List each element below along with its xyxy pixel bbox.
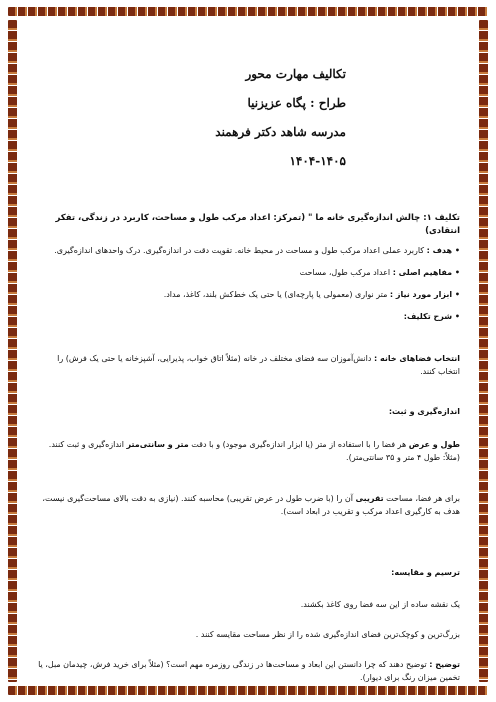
area-text-1: برای هر فضا، مساحت: [386, 494, 460, 503]
area-text-2: آن را (با ضرب طول در عرض تقریبی) محاسبه کنند. (نیازی به دقت بالای مساحت‌گیری نیست، هدف به کارگیری اعداد مرکب و تقریب در ابعاد است).: [42, 494, 460, 516]
goal-text: کاربرد عملی اعداد مرکب طول و مساحت در محیط خانه. تقویت دقت در اندازه‌گیری. درک واحدهای اندازه‌گیری.: [54, 246, 425, 255]
explain-label: توضیح :: [429, 660, 460, 669]
bullet-description: [34, 310, 460, 323]
explain-paragraph: [34, 658, 460, 684]
bullet-concepts: [34, 266, 460, 279]
decorative-border-left: [8, 20, 17, 682]
area-bold: تقریبی: [355, 494, 384, 503]
bullet-list: [34, 244, 460, 332]
decorative-border-right: [479, 20, 488, 682]
bullet-goal: [34, 244, 460, 257]
area-paragraph: [34, 492, 460, 518]
concepts-label: • مفاهیم اصلی :: [392, 268, 460, 277]
concepts-text: اعداد مرکب طول، مساحت: [299, 268, 391, 277]
task-title: تکلیف ۱: چالش اندازه‌گیری خانه ما " (تمرکز: اعداد مرکب طول و مساحت، کاربرد در زندگی، تفکر انتقادی): [55, 213, 460, 236]
explain-text: توضیح دهند که چرا دانستن این ابعاد و مساحت‌ها در زندگی روزمره مهم است؟ (مثلاً برای خرید فرش، چیدمان مبل، یا تخمین میزان رنگ برای دیوار).: [38, 660, 460, 682]
draw-paragraph-1: یک نقشه ساده از این سه فضا روی کاغذ بکشند.: [300, 600, 460, 609]
measure-paragraph: [34, 438, 460, 464]
measure-heading: اندازه‌گیری و ثبت:: [388, 407, 460, 416]
select-label: انتخاب فضاهای خانه :: [373, 354, 460, 363]
description-label: • شرح تکلیف:: [403, 312, 460, 321]
document-title: تکالیف مهارت محور: [245, 67, 346, 81]
select-text: دانش‌آموزان سه فضای مختلف در خانه (مثلاً اتاق خواب، پذیرایی، آشپزخانه یا حتی یک فرش) را انتخاب کنند.: [57, 354, 460, 376]
designer-line: طراح : پگاه عزیزنیا: [247, 96, 346, 110]
measure-text-2: اندازه‌گیری و ثبت کنند. (مثلاً: طول ۴ متر و ۳۵ سانتی‌متر).: [48, 440, 460, 462]
goal-label: • هدف :: [426, 246, 460, 255]
tools-text: متر نواری (معمولی یا پارچه‌ای) یا حتی یک خط‌کش بلند، کاغذ، مداد.: [163, 290, 388, 299]
bullet-tools: [34, 288, 460, 301]
decorative-border-top: [8, 7, 488, 16]
measure-label: طول و عرض: [408, 440, 460, 449]
measure-bold-unit: متر و سانتی‌متر: [126, 440, 189, 449]
select-spaces-paragraph: [34, 352, 460, 378]
measure-text-1: هر فضا را با استفاده از متر (یا ابزار اندازه‌گیری موجود) و با دقت: [191, 440, 407, 449]
school-line: مدرسه شاهد دکتر فرهمند: [215, 125, 346, 139]
year-line: ۱۴۰۴-۱۴۰۵: [289, 154, 346, 168]
tools-label: • ابزار مورد نیاز :: [389, 290, 460, 299]
draw-paragraph-2: بزرگ‌ترین و کوچک‌ترین فضای اندازه‌گیری شده را از نظر مساحت مقایسه کنند .: [195, 630, 460, 639]
draw-heading: ترسیم و مقایسه:: [391, 568, 460, 577]
decorative-border-bottom: [8, 686, 488, 695]
